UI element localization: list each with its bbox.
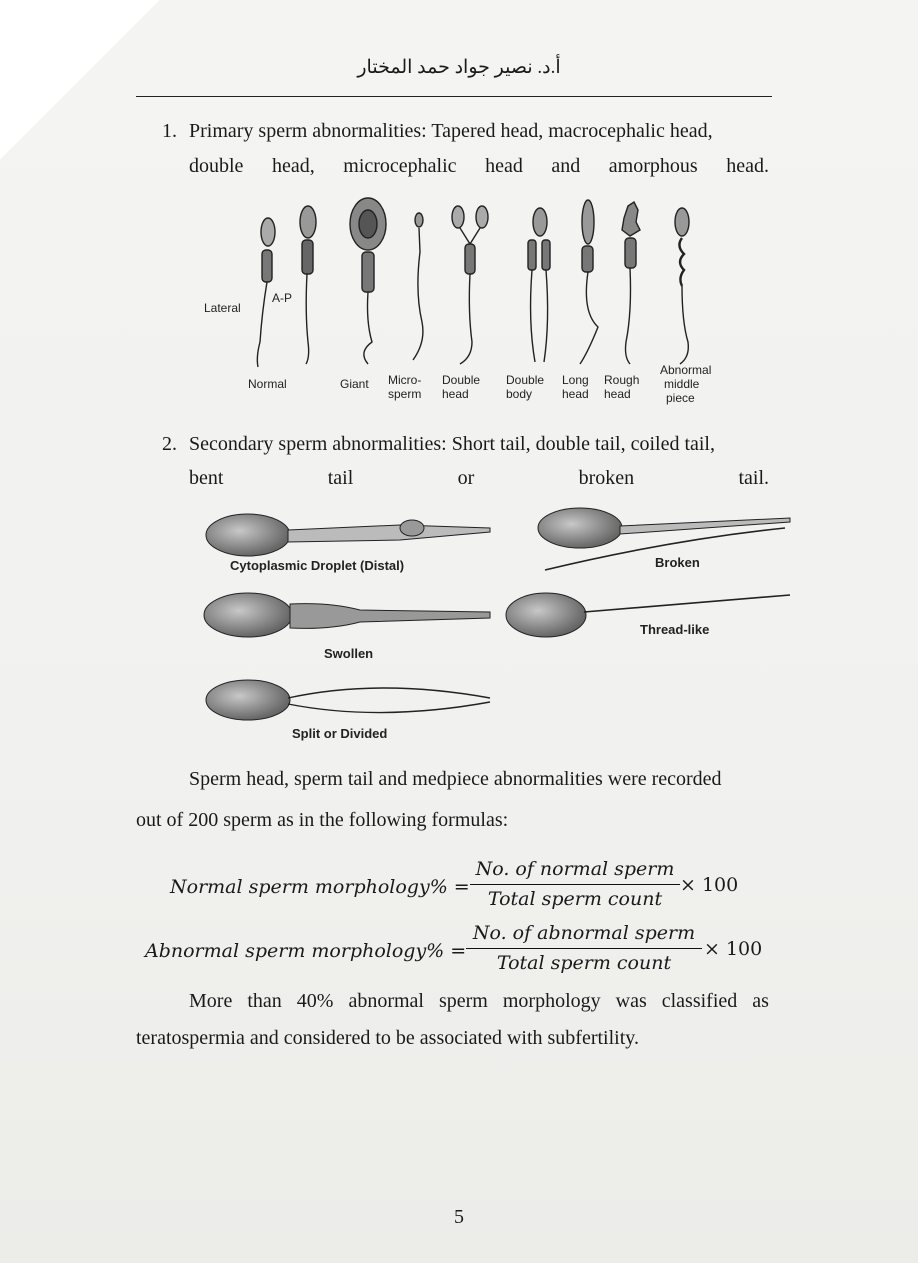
label-abnormal-mp-3: piece <box>666 391 695 405</box>
figure-secondary-abnormalities <box>200 500 800 750</box>
label-rough-head-1: Rough <box>604 373 640 387</box>
formula-abnormal-numerator: No. of abnormal sperm <box>472 922 696 944</box>
label-abnormal-mp-1: Abnormal <box>660 363 712 377</box>
formula-abnormal-lhs: Abnormal sperm morphology% = <box>145 940 467 962</box>
label-broken: Broken <box>655 555 700 570</box>
word: amorphous <box>608 155 698 177</box>
sperm-micro <box>413 213 423 360</box>
sperm-rough-head <box>622 202 640 364</box>
sperm-double-body <box>528 208 550 362</box>
label-long-head-1: Long <box>562 373 589 387</box>
sperm-normal-ap <box>300 206 316 364</box>
label-double-body-2: body <box>506 387 533 401</box>
label-double-head-2: head <box>442 387 469 401</box>
page-number: 5 <box>454 1206 464 1228</box>
label-split: Split or Divided <box>292 726 388 741</box>
label-lateral: Lateral <box>204 301 241 315</box>
sperm-abnormal-middle-piece <box>675 208 689 364</box>
sperm-split <box>206 680 490 720</box>
formula-abnormal-multiplier: × 100 <box>704 938 763 960</box>
label-rough-head-2: head <box>604 387 631 401</box>
label-abnormal-mp-2: middle <box>664 377 700 391</box>
formula-normal-denominator: Total sperm count <box>487 888 663 910</box>
section2-number: 2. <box>162 433 177 455</box>
paragraph1-line1: Sperm head, sperm tail and medpiece abnormalities were recorded <box>189 768 722 790</box>
label-giant: Giant <box>340 377 369 391</box>
word: head, <box>271 155 315 177</box>
paragraph2-line1 <box>189 990 769 1013</box>
label-double-head-1: Double <box>442 373 481 387</box>
word: was <box>615 990 647 1012</box>
formula-abnormal-denominator: Total sperm count <box>496 952 672 974</box>
sperm-swollen <box>204 593 490 637</box>
word: broken <box>578 467 635 489</box>
header-author: أ.د. نصير جواد حمد المختار <box>357 57 561 78</box>
word: sperm <box>438 990 488 1012</box>
word: classified <box>661 990 738 1012</box>
word: bent <box>189 467 224 489</box>
word: head. <box>726 155 769 177</box>
word: tail. <box>738 467 769 489</box>
label-micro-2: sperm <box>388 387 422 401</box>
section2-line2 <box>189 467 769 490</box>
label-normal: Normal <box>248 377 287 391</box>
sperm-long-head <box>580 200 598 364</box>
word: double <box>189 155 244 177</box>
word: morphology <box>502 990 601 1012</box>
label-thread-like: Thread-like <box>640 622 710 637</box>
formula-normal-multiplier: × 100 <box>680 874 739 896</box>
word: head <box>485 155 523 177</box>
word: abnormal <box>348 990 424 1012</box>
label-double-body-1: Double <box>506 373 545 387</box>
sperm-double-head <box>452 206 488 364</box>
sperm-cytoplasmic-droplet <box>206 514 490 556</box>
word: and <box>551 155 581 177</box>
label-swollen: Swollen <box>324 646 374 661</box>
word: tail <box>327 467 354 489</box>
section1-line2 <box>189 155 769 178</box>
word: as <box>752 990 769 1012</box>
header-rule <box>136 96 772 97</box>
word: or <box>457 467 475 489</box>
word: than <box>247 990 282 1012</box>
word: 40% <box>296 990 334 1012</box>
figure-primary-abnormalities <box>204 192 750 414</box>
word: More <box>189 990 233 1012</box>
formula-normal-numerator: No. of normal sperm <box>475 858 675 880</box>
section1-line1: Primary sperm abnormalities: Tapered head, macrocephalic head, <box>189 120 713 142</box>
sperm-giant <box>350 198 386 364</box>
label-cytoplasmic-droplet: Cytoplasmic Droplet (Distal) <box>230 558 405 573</box>
section2-line1: Secondary sperm abnormalities: Short tail, double tail, coiled tail, <box>189 433 715 455</box>
word: microcephalic <box>343 155 457 177</box>
page-corner-fold <box>0 0 160 160</box>
formula-normal-fraction-bar <box>470 884 680 885</box>
section1-number: 1. <box>162 120 177 142</box>
label-long-head-2: head <box>562 387 589 401</box>
formula-normal-lhs: Normal sperm morphology% = <box>170 876 470 898</box>
label-micro-1: Micro- <box>388 373 422 387</box>
paragraph2-line2: teratospermia and considered to be associated with subfertility. <box>136 1027 639 1049</box>
paragraph1-line2: out of 200 sperm as in the following formulas: <box>136 809 509 831</box>
label-ap: A-P <box>272 291 293 305</box>
formula-abnormal-fraction-bar <box>466 948 702 949</box>
